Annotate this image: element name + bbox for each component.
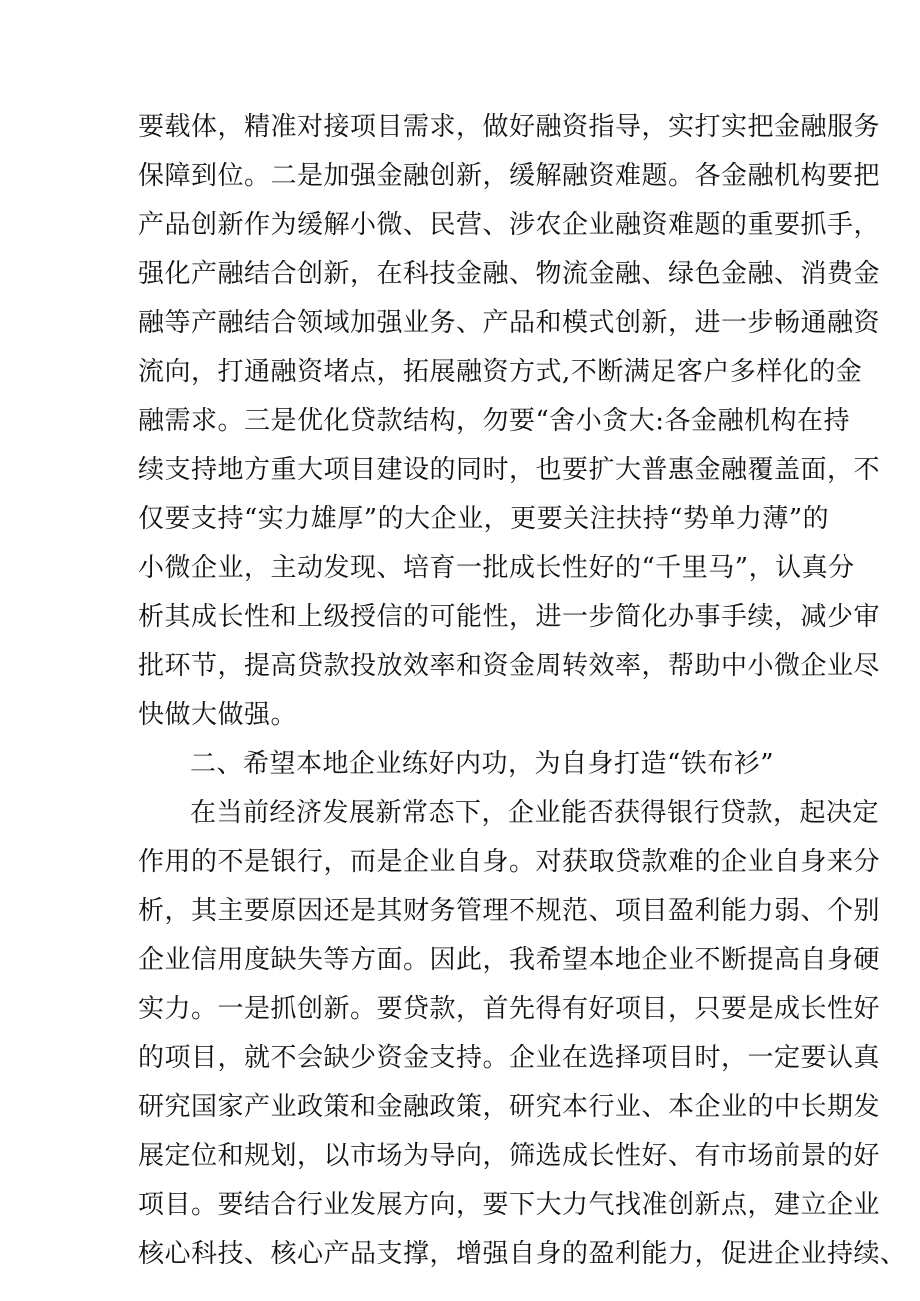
body-text-line: 仅要支持“实力雄厚”的大企业，更要关注扶持“势单力薄”的 bbox=[138, 504, 830, 534]
body-text-line: 要载体，精准对接项目需求，做好融资指导，实打实把金融服务 bbox=[138, 112, 881, 142]
body-text-line: 企业信用度缺失等方面。因此，我希望本地企业不断提高自身硬 bbox=[138, 945, 881, 975]
body-text-line: 小微企业，主动发现、培育一批成长性好的“千里马”，认真分 bbox=[138, 553, 855, 583]
body-text-line: 强化产融结合创新，在科技金融、物流金融、绿色金融、消费金 bbox=[138, 259, 881, 289]
body-text-line: 保障到位。二是加强金融创新，缓解融资难题。各金融机构要把 bbox=[138, 161, 881, 191]
body-text-line: 的项目，就不会缺少资金支持。企业在选择项目时，一定要认真 bbox=[138, 1043, 881, 1073]
body-text-line: 展定位和规划，以市场为导向，筛选成长性好、有市场前景的好 bbox=[138, 1141, 881, 1171]
section-heading: 二、希望本地企业练好内功，为自身打造“铁布衫” bbox=[190, 749, 775, 779]
body-text-line: 快做大做强。 bbox=[138, 700, 298, 730]
body-text-line: 融需求。三是优化贷款结构，勿要“舍小贪大:各金融机构在持 bbox=[138, 406, 851, 436]
body-text-line: 续支持地方重大项目建设的同时，也要扩大普惠金融覆盖面，不 bbox=[138, 455, 881, 485]
body-text-line: 实力。一是抓创新。要贷款，首先得有好项目，只要是成长性好 bbox=[138, 994, 881, 1024]
body-text-line: 研究国家产业政策和金融政策，研究本行业、本企业的中长期发 bbox=[138, 1092, 881, 1122]
body-text-line: 析，其主要原因还是其财务管理不规范、项目盈利能力弱、个别 bbox=[138, 896, 881, 926]
body-text-line: 产品创新作为缓解小微、民营、涉农企业融资难题的重要抓手， bbox=[138, 210, 881, 240]
body-text-line: 融等产融结合领域加强业务、产品和模式创新，进一步畅通融资 bbox=[138, 308, 881, 338]
body-text-line: 项目。要结合行业发展方向，要下大力气找准创新点，建立企业 bbox=[138, 1190, 881, 1220]
body-text-line: 流向，打通融资堵点，拓展融资方式,不断满足客户多样化的金 bbox=[138, 357, 863, 387]
body-text-line: 批环节，提高贷款投放效率和资金周转效率，帮助中小微企业尽 bbox=[138, 651, 881, 681]
body-text-line: 析其成长性和上级授信的可能性，进一步简化办事手续，减少审 bbox=[138, 602, 881, 632]
body-text-line: 作用的不是银行，而是企业自身。对获取贷款难的企业自身来分 bbox=[138, 847, 881, 877]
body-text-line: 在当前经济发展新常态下，企业能否获得银行贷款，起决定 bbox=[190, 798, 880, 828]
body-text-line: 核心科技、核心产品支撑，增强自身的盈利能力，促进企业持续、 bbox=[138, 1239, 907, 1269]
